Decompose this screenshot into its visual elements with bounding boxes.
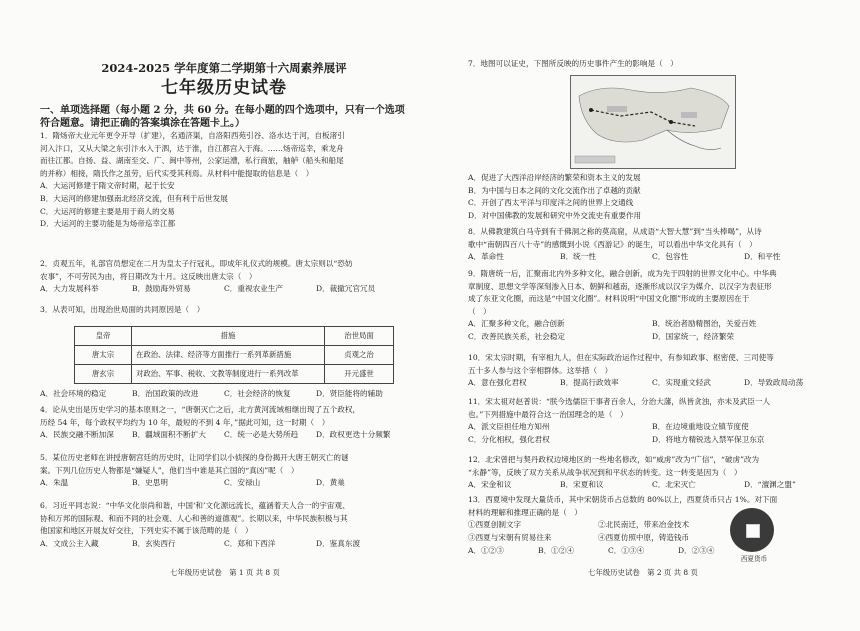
section-heading: 一、单项选择题（每小题 2 分，共 60 分。在每小题的四个选项中，只有一个选项 符合题意。请把正确的答案填涂在答题卡上。） [40,105,405,129]
option[interactable]: C．实现重文轻武 [652,378,711,388]
question-5: 5．某位历史老师在讲授唐朝宫廷的历史时，让同学们以小侦探的身份揭开大唐王朝灭亡的谜 案。下列几位历史人物都是“嫌疑人”，他们当中谁是其亡国的“真凶”呢（ ） A．朱温 B．史思明 C．安禄山 D．黄巢 [40,452,410,490]
option[interactable]: D．和平性 [744,252,781,262]
question-8: 8．从佛教建筑白马寺到有千佛洞之称的莫高窟，从成语“大智大慧”到“当头棒喝”，从诗 歌中“南朝四百八十寺”的感慨到小说《西游记》的诞生，可以看出中华文化具有（ ） A．革命性 B．统一性 C．包容性 D．和平性 [468,226,834,264]
option[interactable]: D．将地方精锐选入禁军保卫东京 [652,435,765,445]
option[interactable]: C．社会经济的恢复 [224,389,291,398]
option[interactable]: D．鉴真东渡 [316,538,361,548]
option[interactable]: A．派文臣担任地方知州 [468,422,550,432]
option[interactable]: D．导致政局动荡 [744,378,804,388]
option[interactable]: A．民族交融不断加深 [40,430,114,440]
question-10: 10．宋太宗时期，有宰相九人，但在实际政治运作过程中，有参知政事、枢密使、三司使等 五十多人参与这个宰相群体。这举措（ ） A．意在强化君权 B．提高行政效率 C．实现重文轻武 D．导致政局动荡 [468,352,834,390]
map-icon [571,76,735,168]
option[interactable]: A．汇聚多种文化，融合创新 [468,319,565,329]
option[interactable]: D．裁撤冗官冗员 [316,284,376,294]
statement: ②北民南迁，带来冶金技术 [598,520,690,530]
option[interactable]: B．治国政策的改进 [132,389,199,398]
reign-table: 皇帝 措施 治世局面 唐太宗 在政治、法律、经济等方面推行一系列革新措施 贞观之治 唐玄宗 对政治、军事、税收、文教等制度进行一系列改革 开元盛世 [74,326,394,384]
option[interactable]: B．提高行政效率 [560,378,619,388]
option[interactable]: B．玄奘西行 [132,538,176,548]
question-13: 13．西夏境中发现大量货币，其中宋朝货币占总数的 80%以上，西夏货币只占 1%。对下面 材料的理解和推理正确的是（ ） ①西夏创制文字 ②北民南迁，带来冶金技术 ③西夏与宋朝有贸易往来 ④西夏仿照中原，铸造钱币 A．①②③ B．①②④ C．①③④ D．②③④ [468,494,834,558]
coin-icon [730,508,774,552]
option[interactable]: C．统一必是大势所趋 [224,430,299,440]
question-3-options [40,388,410,401]
option[interactable]: C．北宋灭亡 [652,480,696,490]
option[interactable]: D．对中国佛教的发展和研究中外交流史有重要作用 [468,210,642,220]
option[interactable]: D．国家统一，经济繁荣 [652,332,735,342]
option[interactable]: B．在边境重地设立镇节度使 [652,422,749,432]
question-12: 12．北宋曾把与契丹政权边境地区的一些地名修改，如“威虏”改为“广信”，“破虏”改为 “永静”等，反映了双方关系从战争状况到和平状态的转变。这一转变是因为（ ） A．宋金和议 B．宋夏和议 C．北宋灭亡 D．“澶渊之盟” [468,454,834,492]
option[interactable]: D．政权更迭十分频繁 [316,430,391,440]
option[interactable]: D．“澶渊之盟” [744,480,796,490]
option[interactable]: B．为中国与日本之间的文化交流作出了卓越的贡献 [468,185,641,195]
question-7: 7．地图可以证史，下图所反映的历史事件产生的影响是（ ） [468,59,678,68]
statement: ④西夏仿照中原，铸造钱币 [598,533,690,543]
page-footer: 七年级历史试卷 第 1 页 共 8 页 [170,568,280,577]
option[interactable]: D．②③④ [678,546,715,556]
option[interactable]: C．郑和下西洋 [224,538,276,548]
option[interactable]: B．大运河的修建加强南北经济交流，但有利于后世发展 [40,193,228,203]
option[interactable]: A．文成公主入藏 [40,538,99,548]
option[interactable]: A．大运河修建于隋文帝时期，起于长安 [40,181,175,191]
option[interactable]: B．宋夏和议 [560,480,604,490]
option[interactable]: D．大运河的主要功能是为炀帝巡幸江都 [40,219,176,229]
option[interactable]: C．开创了西太平洋与印度洋之间的世界上交通线 [468,198,634,208]
statement: ③西夏与宋朝有贸易往来 [468,533,552,543]
option[interactable]: B．①②④ [538,546,574,556]
question-7-options [468,172,834,222]
option[interactable]: C．①③④ [608,546,645,556]
option[interactable]: A．大力发展科举 [40,284,99,294]
option[interactable]: C．安禄山 [224,478,261,488]
exam-title: 2024-2025 学年度第二学期第十六周素养展评 [101,61,347,75]
option[interactable]: A．促进了大西洋沿岸经济的繁荣和资本主义的发展 [468,173,641,182]
option[interactable]: A．朱温 [40,478,69,488]
option[interactable]: A．意在强化君权 [468,378,527,388]
coin-caption: 西夏货币 [740,555,768,563]
option[interactable]: C．分化相权，强化君权 [468,435,550,445]
question-2: 2．贞观五年，礼部官员想定在二月为皇太子行冠礼，即成年礼仪式的规模。唐太宗则以“恐妨 农事”，不可劳民为由，将日期改为十月。这反映出唐太宗（ ） A．大力发展科举 B．鼓励海外贸易 C．重视农业生产 D．裁撤冗官冗员 [40,258,410,296]
option[interactable]: C．包容性 [652,252,689,262]
option[interactable]: C．重视农业生产 [224,284,283,294]
historical-map-image [570,75,736,169]
option[interactable]: A．社会环境的稳定 [40,389,107,398]
option[interactable]: B．鼓励海外贸易 [132,284,191,294]
option[interactable]: C．大运河的修建主要是用于商人的交易 [40,206,175,216]
question-4: 4．论从史出是历史学习的基本原则之一，“唐朝灭亡之后，北方黄河流域相继出现了五个政权， 历经 54 年，每个政权平均约为 10 年，最短的不到 4 年，”据此可知，这一时期（ ） A．民族交融不断加深 B．疆域面积不断扩大 C．统一必是大势所趋 D．政权更迭十分频繁 [40,404,410,442]
question-3: 3．从表可知，出现治世局面的共同原因是（ ） [40,305,205,314]
question-11: 11．宋太祖对赵普说：“朕今选儒臣干事者百余人，分治大藩，纵皆贪浊，亦未及武臣一人 也。”下列措施中最符合这一治国理念的是（ ） A．派文臣担任地方知州 B．在边境重地设立镇节度使 C．分化相权，强化君权 D．将地方精锐选入禁军保卫东京 [468,396,834,447]
right-page [468,0,834,631]
question-9: 9．隋唐统一后，汇聚南北内外多种文化，融合创新，成为先于四射的世界文化中心。中华典 章制度、思想文学等深刻渗入日本、朝鲜和越南，逐渐形成以汉字为媒介、以汉字为表征形 成了东亚文化圈，而这是“中国文化圈”。材料说明“中国文化圈”形成的主要原因在于 （ ） A．汇聚多种文化，融合创新 B．统治者励精图治，关爱百姓 C．改善民族关系，社会稳定 D．国家统一，经济繁荣 [468,268,834,344]
option[interactable]: D．贤臣能将的辅助 [316,389,383,398]
option[interactable]: B．统一性 [560,252,596,262]
option[interactable]: B．疆域面积不断扩大 [132,430,206,440]
option[interactable]: B．统治者励精图治，关爱百姓 [652,319,757,329]
question-1: 1．隋炀帝大业元年更令开导（扩建），名通济渠，自洛阳西苑引谷、洛水达于河，自板渚引 河入汴口，又从大梁之东引汴水入于泗，达于淮，自江都宫入于海。……炀帝巡幸，乘龙舟 而往江都。自扬、益、湖南至交、广、闽中等州，公家运漕，私行商旅，舳舻（船头和船尾 的并称）相接，隋氏作之虽劳，后代实受其利焉。从材料中能提取的信息是（ ） A．大运河修建于隋文帝时期，起于长安 B．大运河的修建加强南北经济交流，但有利于后世发展 C．大运河的修建主要是用于商人的交易 D．大运河的主要功能是为炀帝巡幸江都 [40,130,410,231]
option[interactable]: A．革命性 [468,252,504,262]
exam-subtitle: 七年级历史试卷 [161,78,287,98]
page-footer: 七年级历史试卷 第 2 页 共 8 页 [588,568,698,577]
question-6: 6．习近平同志说：“中华文化崇尚和谐，中国‘和’文化源远流长，蕴涵着天人合一的宇宙观、 协和万邦的国际观、和而不同的社会观、人心和善的道德观”。长期以来，中华民族积极与其 他国家和地区开展友好交往，下列史实不属于该范畴的是（ ） A．文成公主入藏 B．玄奘西行 C．郑和下西洋 D．鉴真东渡 [40,500,410,551]
option[interactable]: A．宋金和议 [468,480,512,490]
option[interactable]: D．黄巢 [316,478,345,488]
option[interactable]: B．史思明 [132,478,168,488]
statement: ①西夏创制文字 [468,520,522,530]
option[interactable]: C．改善民族关系，社会稳定 [468,332,565,342]
left-page [40,0,410,631]
option[interactable]: A．①②③ [468,546,504,556]
